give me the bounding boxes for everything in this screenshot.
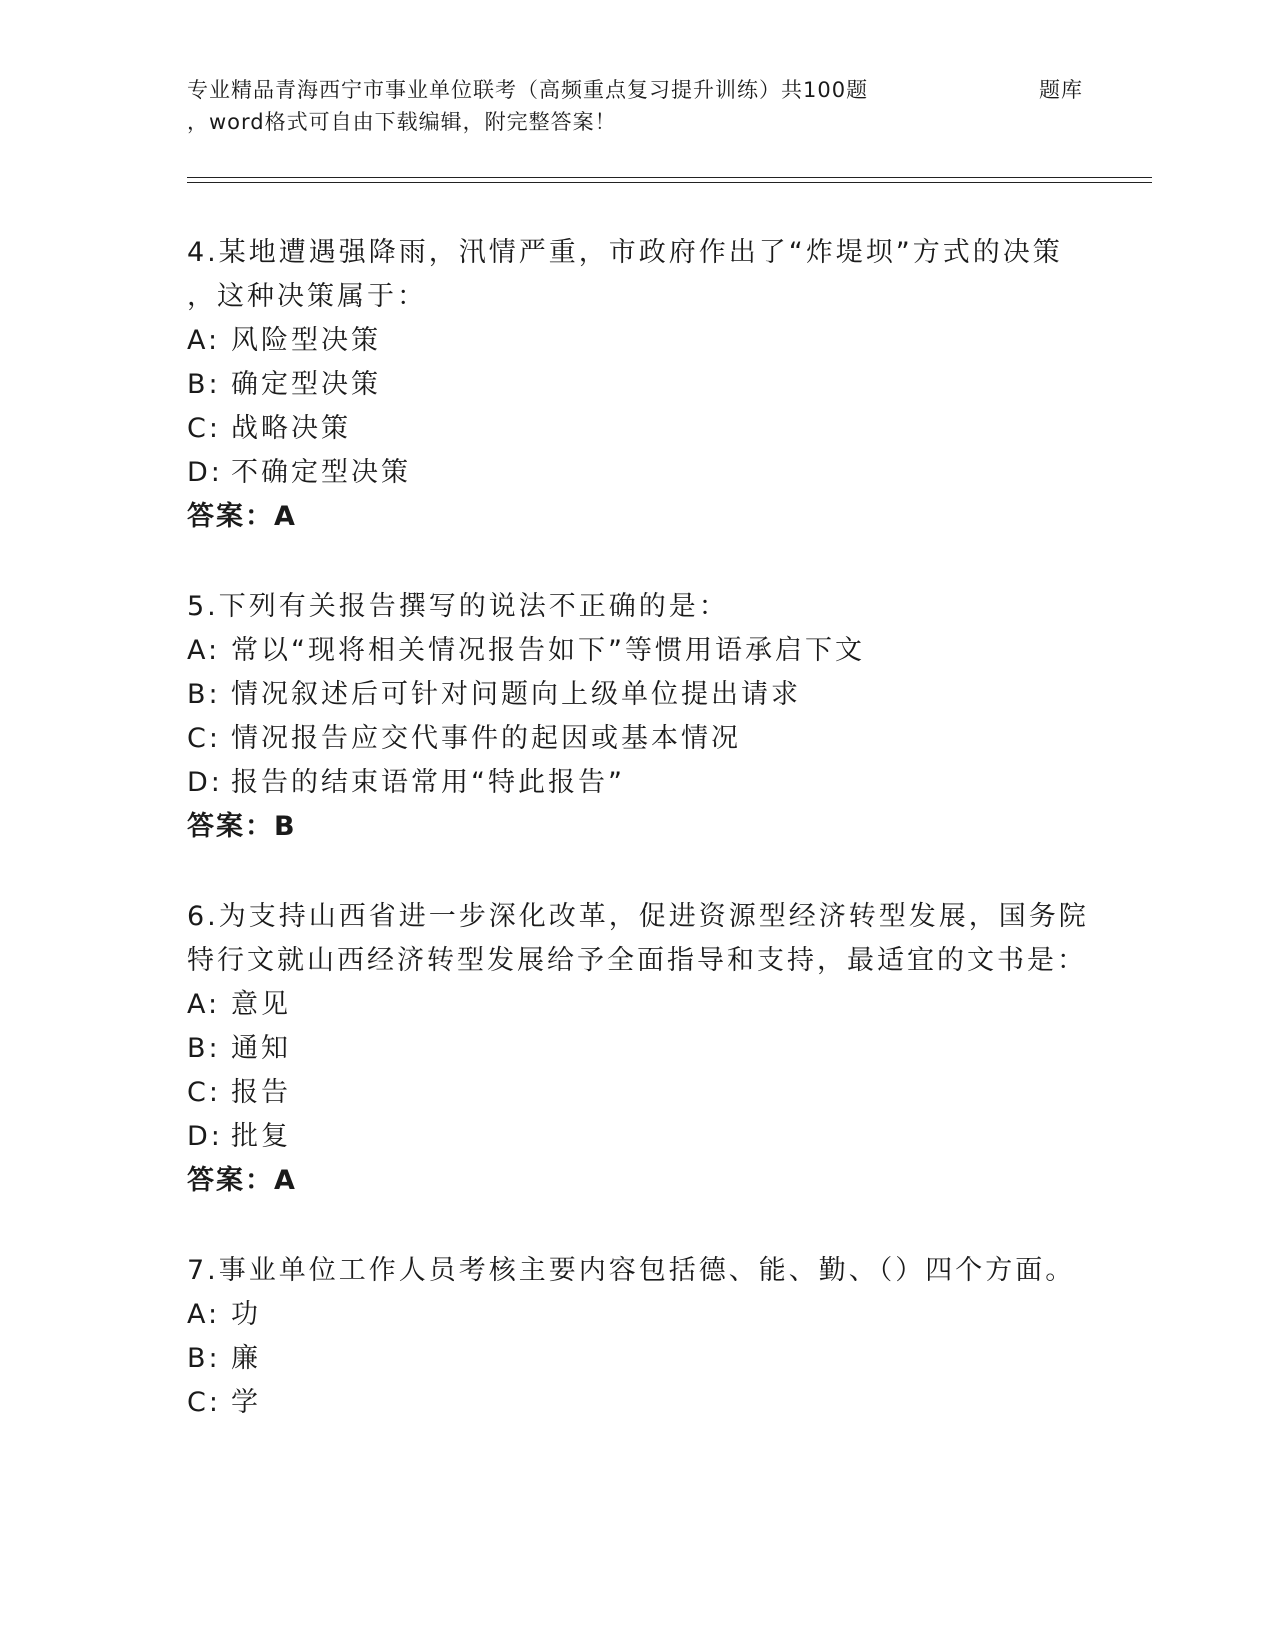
option-text: 功 (231, 1299, 261, 1330)
option-text: 情况报告应交代事件的起因或基本情况 (231, 723, 741, 754)
question-7-option-c (187, 1380, 261, 1426)
document-header (187, 74, 1087, 138)
option-letter: B: (187, 1033, 221, 1064)
question-4-answer: 答案：A (187, 501, 297, 532)
option-text: 风险型决策 (231, 325, 381, 356)
option-letter: A: (187, 989, 221, 1020)
option-text: 报告 (231, 1077, 291, 1108)
question-4-option-b (187, 362, 381, 408)
option-text: 战略决策 (231, 413, 351, 444)
option-letter: B: (187, 1343, 221, 1374)
option-letter: D: (187, 767, 223, 798)
header-tag: 题库 (1039, 78, 1083, 102)
option-text: 不确定型决策 (231, 457, 411, 488)
option-text: 意见 (231, 989, 291, 1020)
option-letter: D: (187, 457, 223, 488)
question-7-option-a (187, 1292, 261, 1338)
option-text: 常以“现将相关情况报告如下”等惯用语承启下文 (231, 635, 865, 666)
option-letter: A: (187, 325, 221, 356)
question-5-option-c (187, 716, 741, 762)
option-letter: C: (187, 1077, 221, 1108)
option-letter: B: (187, 679, 221, 710)
option-text: 确定型决策 (231, 369, 381, 400)
question-5-option-a (187, 628, 865, 674)
question-5-stem-line-1: 5.下列有关报告撰写的说法不正确的是： (187, 591, 729, 622)
question-6-stem-line-2: 特行文就山西经济转型发展给予全面指导和支持，最适宜的文书是： (187, 945, 1087, 976)
question-5-option-d (187, 760, 625, 806)
header-subtitle: ，word格式可自由下载编辑，附完整答案！ (187, 110, 617, 134)
option-letter: D: (187, 1121, 223, 1152)
question-6-stem-line-1: 6.为支持山西省进一步深化改革，促进资源型经济转型发展，国务院 (187, 901, 1089, 932)
question-5-option-b (187, 672, 801, 718)
question-6-option-a (187, 982, 291, 1028)
question-6-option-b (187, 1026, 291, 1072)
question-6-option-c (187, 1070, 291, 1116)
option-text: 廉 (231, 1343, 261, 1374)
question-4-option-c (187, 406, 351, 452)
option-text: 批复 (231, 1121, 291, 1152)
question-4-stem-line-2: ，这种决策属于： (187, 281, 427, 312)
option-text: 报告的结束语常用“特此报告” (231, 767, 625, 798)
question-5-answer: 答案：B (187, 811, 297, 842)
question-7-stem-line-1: 7.事业单位工作人员考核主要内容包括德、能、勤、（）四个方面。 (187, 1255, 1076, 1286)
question-6-option-d (187, 1114, 291, 1160)
question-7-option-b (187, 1336, 261, 1382)
option-text: 通知 (231, 1033, 291, 1064)
option-letter: B: (187, 369, 221, 400)
header-title: 专业精品青海西宁市事业单位联考（高频重点复习提升训练）共100题 (187, 78, 869, 102)
option-letter: C: (187, 723, 221, 754)
question-4-option-a (187, 318, 381, 364)
question-4-option-d (187, 450, 411, 496)
header-divider-top (187, 177, 1152, 178)
header-line-1 (187, 74, 1087, 106)
question-6-answer: 答案：A (187, 1165, 297, 1196)
option-text: 情况叙述后可针对问题向上级单位提出请求 (231, 679, 801, 710)
option-letter: C: (187, 413, 221, 444)
option-letter: C: (187, 1387, 221, 1418)
option-letter: A: (187, 635, 221, 666)
question-4-stem-line-1: 4.某地遭遇强降雨，汛情严重，市政府作出了“炸堤坝”方式的决策 (187, 237, 1063, 268)
header-divider-bottom (187, 182, 1152, 183)
option-letter: A: (187, 1299, 221, 1330)
option-text: 学 (231, 1387, 261, 1418)
